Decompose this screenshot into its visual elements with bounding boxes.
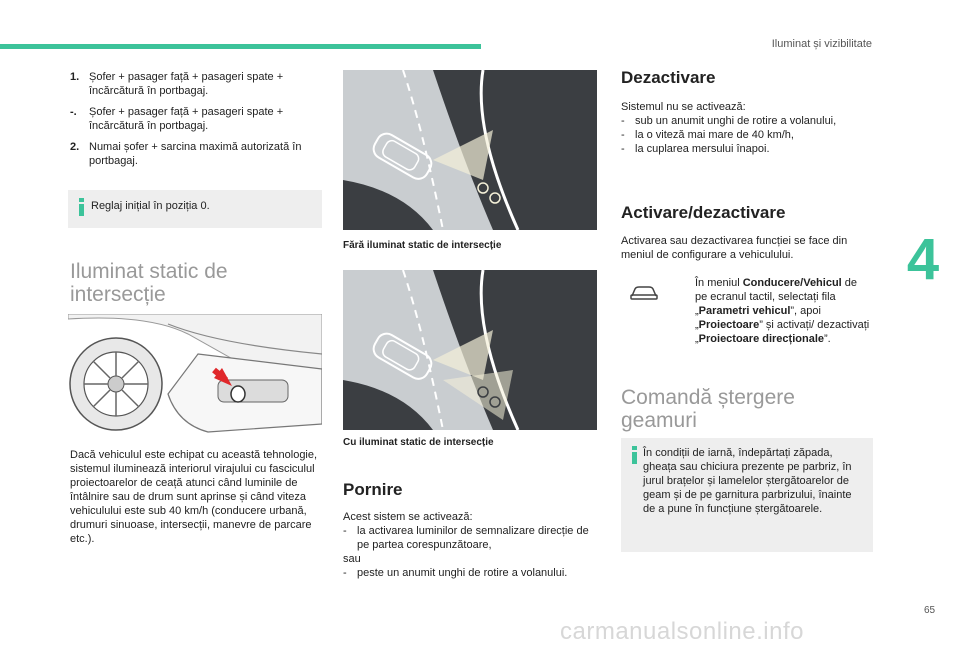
list-item: [70, 105, 320, 133]
info-text: În condiții de iarnă, îndepărtați zăpada, gheața sau chiciura prezente pe parbriz, în jurul brațelor și lamelelor ștergătoarelor de geam și de pe garnitura parbrizului, înainte de a pune în funcțiune ștergătoarele.: [643, 447, 852, 515]
section-title: Iluminat și vizibilitate: [771, 38, 872, 50]
activare-text: Activarea sau dezactivarea funcției se face din meniul de configurare a vehiculului.: [621, 235, 848, 261]
static-light-title: Iluminat static de intersecție: [70, 260, 228, 306]
list-item: - peste un anumit unghi de rotire a volanului.: [343, 567, 568, 579]
wiper-title: Comandă ștergere geamuri: [621, 386, 795, 432]
list-item: - la cuplarea mersului înapoi.: [621, 143, 770, 155]
info-icon: [77, 198, 85, 216]
watermark: carmanualsonline.info: [560, 618, 804, 645]
load-list: [70, 70, 320, 175]
info-box-wiper: [621, 438, 873, 552]
pornire-text: [343, 510, 597, 580]
figure-caption-with: Cu iluminat static de intersecție: [343, 437, 494, 448]
dezactivare-intro: Sistemul nu se activează:: [621, 101, 746, 113]
list-text: Șofer + pasager față + pasageri spate + încărcătură în portbagaj.: [89, 71, 284, 97]
info-icon: [630, 446, 638, 464]
activare-menu-instruction: În meniul Conducere/Vehicul de pe ecranul tactil, selectați fila „Parametri vehicul”, apoi „Proiectoare” și activați/ dezactivați „Proiectoare direcționale”.: [695, 277, 870, 345]
list-item: - la activarea luminilor de semnalizare direcție de pe partea corespunzătoare,: [343, 525, 589, 551]
list-item: - la o viteză mai mare de 40 km/h,: [621, 129, 794, 141]
pornire-intro: Acest sistem se activează:: [343, 511, 473, 523]
list-item: - sub un anumit unghi de rotire a volanului,: [621, 115, 837, 127]
pornire-title: Pornire: [343, 480, 403, 499]
dezactivare-text: [621, 100, 875, 156]
diagram-with-static-light: [343, 270, 597, 430]
car-front-fog-light-photo: [68, 314, 322, 434]
diagram-without-static-light: [343, 70, 597, 230]
dezactivare-title: Dezactivare: [621, 68, 716, 87]
info-text: Reglaj inițial în poziția 0.: [91, 200, 210, 212]
activare-title: Activare/dezactivare: [621, 203, 786, 222]
page-number: 65: [924, 605, 936, 616]
chapter-number: 4: [906, 227, 940, 292]
pornire-sau: sau: [343, 553, 361, 565]
info-box-reglaj: [68, 190, 322, 228]
list-item: [70, 70, 320, 98]
car-settings-icon: [629, 284, 659, 302]
header-accent-bar: [0, 44, 481, 49]
list-text: Numai șofer + sarcina maximă autorizată în portbagaj.: [89, 141, 302, 167]
list-marker: -.: [70, 106, 77, 118]
list-text: Șofer + pasager față + pasageri spate + încărcătură în portbagaj.: [89, 106, 284, 132]
list-marker: 2.: [70, 141, 80, 153]
list-item: [70, 140, 320, 168]
static-light-description: Dacă vehiculul este echipat cu această tehnologie, sistemul iluminează interiorul virajului cu fasciculul proiectoarelor de ceață atunci când luminile de întâlnire sau de drum sunt aprinse și când viteza vehiculului este sub 40 km/h (conducere urbană, drumuri sinuoase, intersecții, manevre de parcare etc.).: [70, 449, 318, 545]
list-marker: 1.: [70, 71, 80, 83]
figure-caption-without: Fără iluminat static de intersecție: [343, 240, 502, 251]
